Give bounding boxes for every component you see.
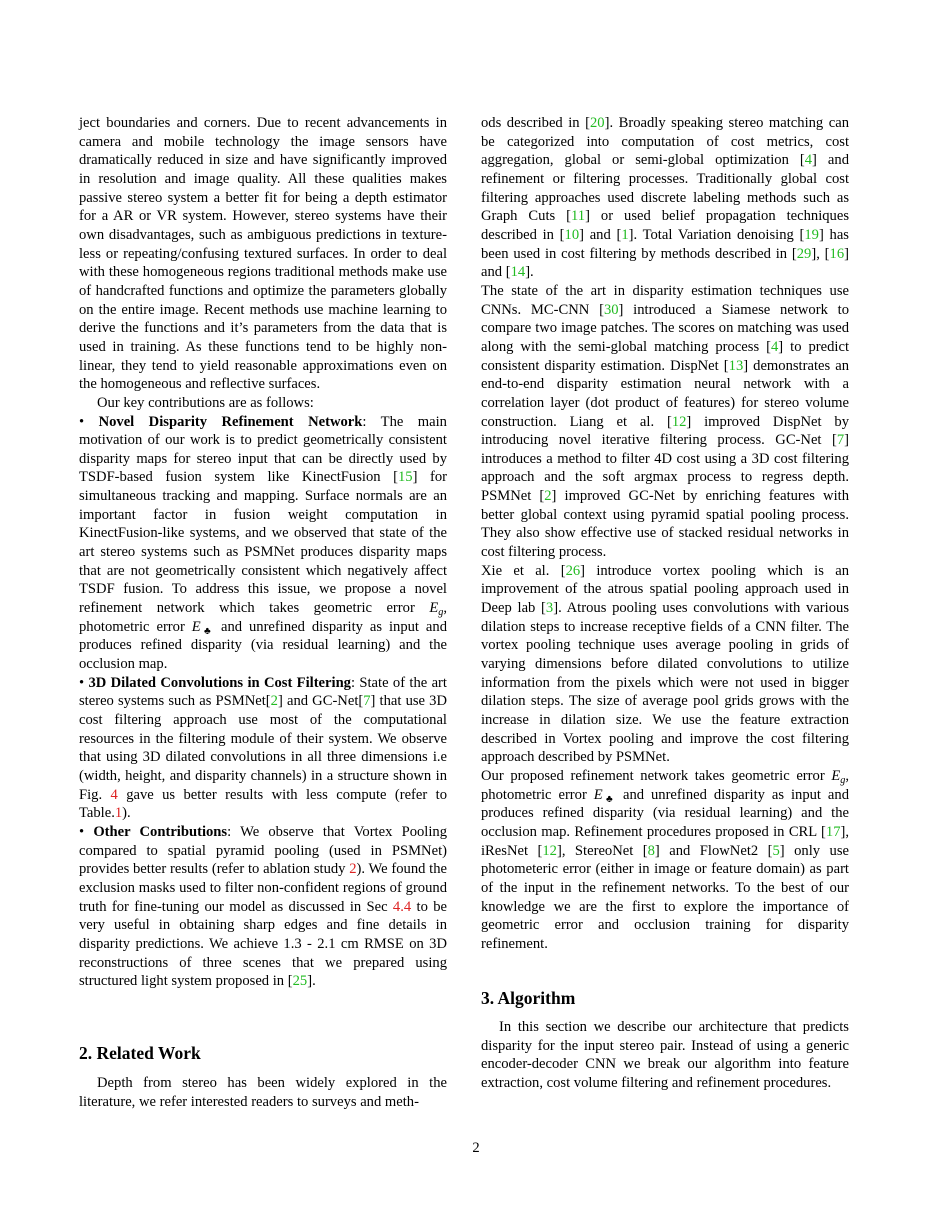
- citation-link[interactable]: 2: [270, 693, 278, 710]
- contribution-dilated-title: 3D Dilated Convolutions in Cost Filtering: [88, 674, 351, 691]
- contribution-other-title: Other Contributions: [93, 823, 228, 840]
- geometric-error-symbol: $E_g$: [831, 767, 846, 786]
- contribution-refinement: • Novel Disparity Refinement Network: The main motivation of our work is to predict geometrically consistent disparity maps for stereo input that can be directly used by TSDF-based fusion system like KinectFusion [15] for simultaneous tracking and mapping. Surface normals are an important factor in fusion weight computation in KinectFusion-like systems, and we observed that state of the art stereo systems such as PSMNet produces disparity maps that are not geometrically consistent which negatively affect TSDF fusion. To address this issue, we propose a novel refinement network which takes geometric error $E_g$, photometric error $E_♣$ and unrefined disparity as input and produces refined disparity (via residual learning) and the occlusion map.: [79, 413, 447, 673]
- citation-link[interactable]: 16: [829, 245, 845, 262]
- contribution-other: • Other Contributions: We observe that Vortex Pooling compared to spatial pyramid pooling (used in PSMNet) provides better results (refer to ablation study 2). We found the exclusion masks used to filter non-confident regions of ground truth for fine-tuning our model as discussed in Sec 4.4 to be very useful in obtaining sharp edges and fine details in disparity predictions. We achieve 1.3 - 2.1 cm RMSE on 3D reconstructions of three scenes that we prepared using structured light system proposed in [25].: [79, 823, 447, 990]
- section-algorithm-heading: 3. Algorithm: [481, 988, 576, 1008]
- citation-link[interactable]: 26: [565, 562, 581, 579]
- citation-link[interactable]: 14: [510, 264, 526, 281]
- related-paragraph-4: Our proposed refinement network takes geometric error $E_g$, photometric error $E_♣$ and unrefined disparity as input and produces refined disparity (via residual learning) and the occlusion map. Refinement procedures proposed in CRL [17], iResNet [12], StereoNet [8] and FlowNet2 [5] only use photometeric error (either in image or feature domain) as part of the input in the refinement networks. To the best of our knowledge we are the first to explore the importance of geometric error and occlusion training for disparity refinement.: [481, 767, 849, 952]
- citation-link[interactable]: 13: [728, 357, 744, 374]
- contribution-refinement-title: Novel Disparity Refinement Network: [98, 413, 363, 430]
- citation-link[interactable]: 17: [825, 823, 841, 840]
- section-ref-link[interactable]: 4.4: [392, 898, 412, 915]
- photometric-error-symbol: $E_♣$: [593, 786, 617, 805]
- right-column: [481, 114, 849, 954]
- contribution-dilated: • 3D Dilated Convolutions in Cost Filtering: State of the art stereo systems such as PSMNet[2] and GC-Net[7] that use 3D cost filtering approach use most of the computational resources in the filtering module of their system. We observe that using 3D dilated convolutions in all three dimensions i.e (width, height, and disparity channels) in a structure shown in Fig. 4 gave us better results with less compute (refer to Table.1).: [79, 674, 447, 822]
- section-related-work-heading: 2. Related Work: [79, 1043, 201, 1063]
- related-paragraph-2: The state of the art in disparity estimation techniques use CNNs. MC-CNN [30] introduced a Siamese network to compare two image patches. The scores on matching was used along with the semi-global matching process [4] to predict consistent disparity estimation. DispNet [13] demonstrates an end-to-end disparity estimation neural network with a correlation layer (dot product of features) for stereo volume construction. Liang et al. [12] improved DispNet by introducing novel iterative filtering process. GC-Net [7] introduces a method to filter 4D cost using a 3D cost filtering approach and the soft argmax process to regress depth. PSMNet [2] improved GC-Net by enriching features with better global context using pyramid spatial pooling process. They also show effective use of stacked residual networks in cost filtering process.: [481, 282, 850, 561]
- citation-link[interactable]: 10: [564, 226, 580, 243]
- citation-link[interactable]: 3: [545, 600, 554, 617]
- algorithm-paragraph: In this section we describe our architecture that predicts disparity for the input stereo pair. Instead of using a generic encoder-decoder CNN we break our algorithm into feature extraction, cost volume filtering and refinement procedures.: [481, 1019, 849, 1091]
- photometric-error-symbol: $E_♣$: [191, 618, 215, 637]
- intro-paragraph: ject boundaries and corners. Due to recent advancements in camera and mobile technology the image sensors have dramatically reduced in size and have significantly improved in resolution and image quality. All these qualities makes passive stereo system a better fit for being a depth estimator for a AR or VR system. However, stereo systems have their own disadvantages, such as ambiguous predictions in texture-less or repeating/confusing textured surfaces. In order to deal with these homogeneous regions traditional methods make use of handcrafted functions and optimize the parameters globally on the entire image. Recent methods use machine learning to derive the functions and it’s parameters from the data that is used in training. As these functions tend to be highly non-linear, they tend to yield reasonable approximations even on the homogeneous and reflective surfaces.: [79, 115, 447, 393]
- citation-link[interactable]: 12: [542, 842, 557, 859]
- citation-link[interactable]: 19: [804, 226, 819, 243]
- related-work-paragraph: Depth from stereo has been widely explored in the literature, we refer interested readers to surveys and meth-: [79, 1075, 447, 1110]
- citation-link[interactable]: 1: [621, 226, 629, 243]
- geometric-error-symbol: $E_g$: [429, 600, 444, 619]
- citation-link[interactable]: 30: [603, 301, 619, 318]
- citation-link[interactable]: 25: [292, 973, 308, 990]
- citation-link[interactable]: 11: [571, 208, 586, 225]
- citation-link[interactable]: 2: [544, 488, 552, 505]
- related-paragraph-1: ods described in [20]. Broadly speaking stereo matching can be categorized into computation of cost metrics, cost aggregation, global or semi-global optimization [4] and refinement or filtering processes. Traditionally global cost filtering approaches used discrete labeling methods such as Graph Cuts [11] or used belief propagation techniques described in [10] and [1]. Total Variation denoising [19] has been used in cost filtering by methods described in [29], [16] and [14].: [481, 115, 849, 281]
- citation-link[interactable]: 5: [772, 842, 780, 859]
- citation-link[interactable]: 12: [671, 413, 687, 430]
- citation-link[interactable]: 7: [363, 693, 371, 710]
- citation-link[interactable]: 20: [589, 115, 605, 131]
- citation-link[interactable]: 29: [796, 245, 812, 262]
- citation-link[interactable]: 7: [836, 432, 845, 449]
- citation-link[interactable]: 15: [397, 469, 413, 486]
- citation-link[interactable]: 8: [647, 842, 655, 859]
- contributions-intro: Our key contributions are as follows:: [97, 394, 314, 411]
- table-ref-link[interactable]: 1: [114, 805, 123, 822]
- related-paragraph-3: Xie et al. [26] introduce vortex pooling which is an improvement of the atrous spatial pooling approach used in Deep lab [3]. Atrous pooling uses convolutions with various dilation steps to increase receptive fields of a CNN filter. The vortex pooling technique uses average pooling in grids of varying dimensions before dilated convolutions to utilize information from the pixels which were not used in bigger dilation steps. The size of average pool grids grows with the increase in dilation size. We use the feature extraction described in Vortex pooling and improve the cost filtering approach described by PSMNet.: [481, 562, 849, 766]
- ablation-ref-link[interactable]: 2: [349, 861, 357, 878]
- left-column: [79, 114, 447, 991]
- figure-ref-link[interactable]: 4: [110, 786, 118, 803]
- citation-link[interactable]: 4: [770, 338, 779, 355]
- page-number: 2: [472, 1140, 480, 1156]
- citation-link[interactable]: 4: [804, 152, 813, 169]
